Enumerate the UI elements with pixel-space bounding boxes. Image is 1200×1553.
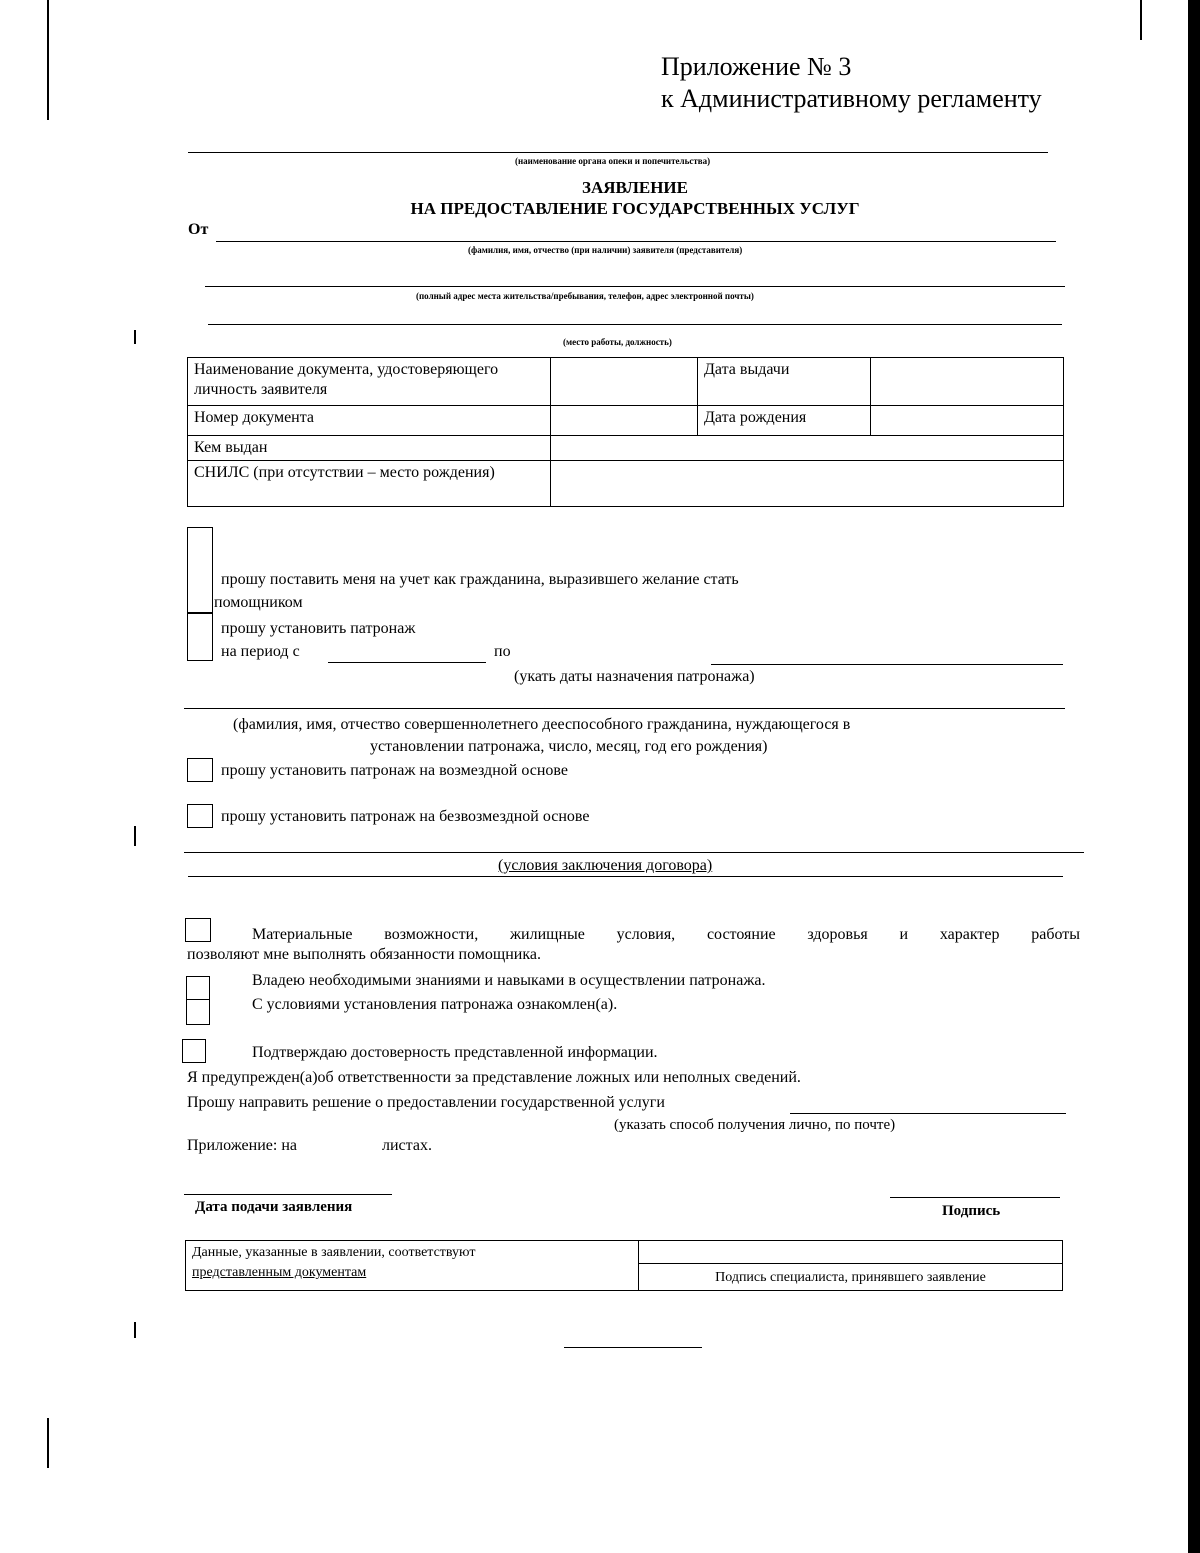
signature-field[interactable] xyxy=(890,1197,1060,1198)
applicant-name-caption: (фамилия, имя, отчество (при наличии) заявителя (представителя) xyxy=(468,245,743,255)
patronage-request-text: прошу установить патронаж xyxy=(221,620,416,637)
delivery-method-caption: (указать способ получения лично, по почте) xyxy=(614,1117,896,1133)
confirm-checkbox[interactable] xyxy=(182,1039,206,1063)
knowledge-checkbox[interactable] xyxy=(186,976,210,1000)
bottom-separator xyxy=(564,1347,702,1348)
knowledge-text: Владею необходимыми знаниями и навыками в осуществлении патронажа. xyxy=(252,972,766,989)
specialist-signature-field[interactable] xyxy=(639,1241,1063,1264)
specialist-signature-label: Подпись специалиста, принявшего заявление xyxy=(639,1264,1063,1291)
issue-date-field[interactable] xyxy=(871,358,1064,406)
person-caption-cont: установлении патронажа, число, месяц, год его рождения) xyxy=(370,738,768,755)
contract-line-top xyxy=(184,852,1084,853)
verification-text-line1: Данные, указанные в заявлении, соответствуют xyxy=(192,1245,476,1260)
conditions-checkbox[interactable] xyxy=(186,999,210,1025)
patronage-checkbox[interactable] xyxy=(187,613,213,661)
signature-label: Подпись xyxy=(942,1203,1001,1219)
contract-field[interactable] xyxy=(188,876,1063,877)
delivery-method-field[interactable] xyxy=(790,1113,1066,1114)
send-decision-text: Прошу направить решение о предоставлении государственной услуги xyxy=(187,1094,665,1111)
scan-mark xyxy=(134,826,136,846)
snils-field[interactable] xyxy=(551,461,1064,507)
assistant-checkbox[interactable] xyxy=(187,527,213,613)
authority-line xyxy=(188,152,1048,153)
person-field[interactable] xyxy=(184,708,1065,709)
scan-mark xyxy=(47,1418,49,1468)
period-to-field[interactable] xyxy=(711,664,1063,665)
assistant-request-text-cont: помощником xyxy=(214,594,303,611)
from-label: От xyxy=(188,221,209,238)
contract-caption: (условия заключения договора) xyxy=(498,857,713,874)
scan-mark xyxy=(47,0,49,120)
capabilities-checkbox[interactable] xyxy=(185,918,211,942)
capabilities-text: Материальные возможности, жилищные условия, состояние здоровья и характер работы xyxy=(252,926,1080,943)
address-caption: (полный адрес места жительства/пребывания, телефон, адрес электронной почты) xyxy=(416,291,754,301)
free-basis-checkbox[interactable] xyxy=(187,804,213,828)
doc-name-field[interactable] xyxy=(551,358,698,406)
doc-number-field[interactable] xyxy=(551,406,698,436)
verification-text xyxy=(186,1241,639,1291)
scan-mark xyxy=(1140,0,1142,40)
free-basis-text: прошу установить патронаж на безвозмездной основе xyxy=(221,808,590,825)
verification-text-line2: представленным документам xyxy=(192,1265,367,1280)
document-subtitle: НА ПРЕДОСТАВЛЕНИЕ ГОСУДАРСТВЕННЫХ УСЛУГ xyxy=(410,199,860,218)
paid-basis-checkbox[interactable] xyxy=(187,758,213,782)
snils-label: СНИЛС (при отсутствии – место рождения) xyxy=(188,461,551,507)
submission-date-field[interactable] xyxy=(184,1194,392,1195)
appendix-number: Приложение № 3 xyxy=(661,52,852,81)
submission-date-label: Дата подачи заявления xyxy=(195,1199,353,1215)
period-from-field[interactable] xyxy=(328,662,486,663)
warning-text: Я предупрежден(а)об ответственности за представление ложных или неполных сведений. xyxy=(187,1069,801,1086)
assistant-request-text: прошу поставить меня на учет как гражданина, выразившего желание стать xyxy=(221,571,739,588)
work-caption: (место работы, должность) xyxy=(563,337,672,347)
confirm-text: Подтверждаю достоверность представленной информации. xyxy=(252,1044,658,1061)
period-to-label: по xyxy=(494,643,511,660)
issued-by-field[interactable] xyxy=(551,436,1064,461)
period-from-label: на период с xyxy=(221,643,300,660)
dates-caption: (укать даты назначения патронажа) xyxy=(514,668,755,685)
applicant-name-field[interactable] xyxy=(216,241,1056,242)
birth-date-label: Дата рождения xyxy=(698,406,871,436)
doc-name-label: Наименование документа, удостоверяющего личность заявителя xyxy=(188,358,551,406)
attachment-label: Приложение: на xyxy=(187,1137,297,1154)
address-field[interactable] xyxy=(205,286,1065,287)
appendix-regulation: к Административному регламенту xyxy=(661,84,1042,113)
authority-caption: (наименование органа опеки и попечительства) xyxy=(515,156,711,166)
birth-date-field[interactable] xyxy=(871,406,1064,436)
attachment-sheets: листах. xyxy=(382,1137,432,1154)
scan-edge-bar xyxy=(1188,0,1200,1553)
work-field[interactable] xyxy=(208,324,1062,325)
id-document-table xyxy=(187,357,1064,507)
scan-mark xyxy=(134,1322,136,1338)
doc-number-label: Номер документа xyxy=(188,406,551,436)
verification-table xyxy=(185,1240,1063,1291)
issued-by-label: Кем выдан xyxy=(188,436,551,461)
scan-mark xyxy=(134,330,136,344)
document-title: ЗАЯВЛЕНИЕ xyxy=(581,178,688,197)
conditions-text: С условиями установления патронажа ознакомлен(а). xyxy=(252,996,618,1013)
capabilities-text-cont: позволяют мне выполнять обязанности помощника. xyxy=(187,946,541,963)
issue-date-label: Дата выдачи xyxy=(698,358,871,406)
paid-basis-text: прошу установить патронаж на возмездной основе xyxy=(221,762,568,779)
person-caption: (фамилия, имя, отчество совершеннолетнего дееспособного гражданина, нуждающегося в xyxy=(233,716,851,733)
